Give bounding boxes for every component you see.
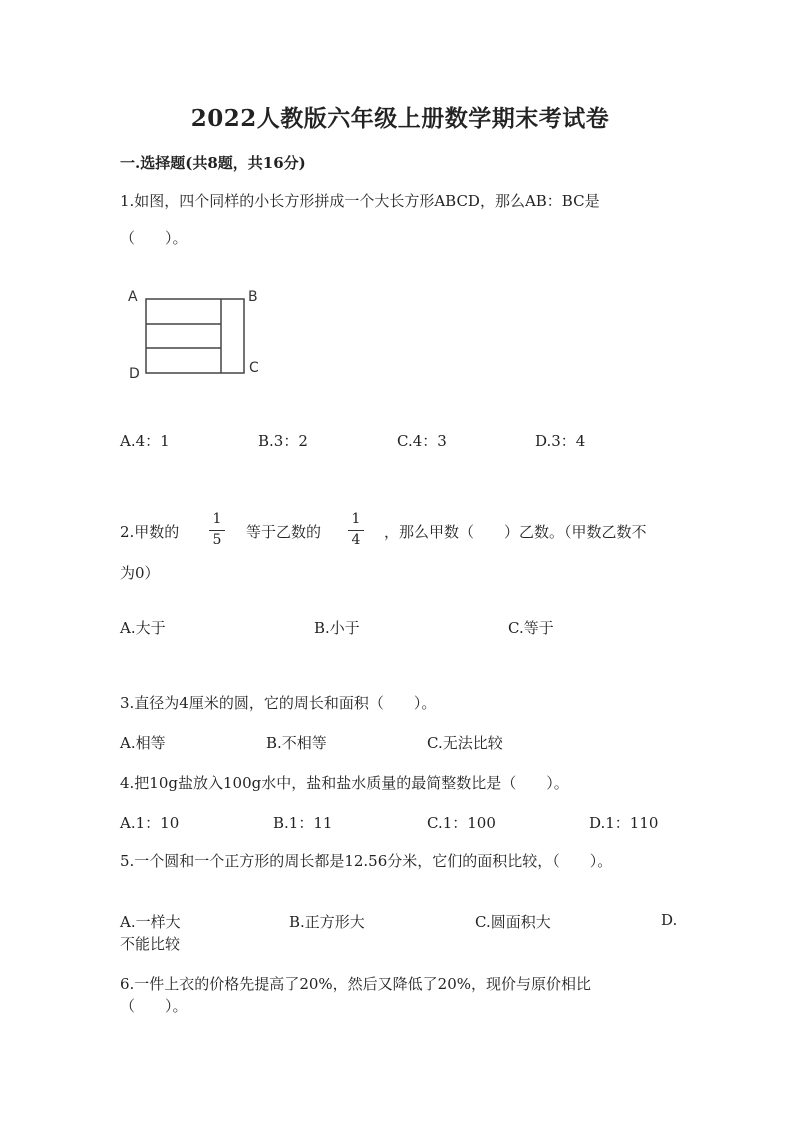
- q2-suffix: ，那么甲数（ ）乙数。（甲数乙数不: [384, 523, 647, 541]
- label-a: A: [128, 289, 138, 305]
- q6-text: 6.一件上衣的价格先提高了20%，然后又降低了20%，现价与原价相比: [120, 975, 591, 993]
- q2-fraction-1-numerator: 1: [212, 511, 222, 527]
- q5-option-d-text: 不能比较: [120, 935, 181, 953]
- q2-option-b: B.小于: [314, 619, 360, 637]
- q2-option-a: A.大于: [120, 619, 166, 637]
- label-d: D: [129, 366, 140, 382]
- q5-text: 5.一个圆和一个正方形的周长都是12.56分米，它们的面积比较，（ ）。: [120, 852, 613, 870]
- q1-text-blank: （ ）。: [120, 229, 188, 247]
- q3-option-c: C.无法比较: [427, 734, 503, 752]
- q1-option-d: D.3：4: [535, 432, 586, 450]
- q1-option-a: A.4：1: [120, 432, 170, 450]
- q4-option-d: D.1：110: [589, 814, 659, 832]
- big-rectangle: [146, 299, 244, 373]
- q2-fraction-2-denominator: 4: [351, 532, 361, 548]
- q2-prefix: 2.甲数的: [120, 523, 180, 541]
- q2-middle: 等于乙数的: [246, 523, 322, 541]
- q6-text-blank: （ ）。: [120, 997, 188, 1015]
- q3-text: 3.直径为4厘米的圆，它的周长和面积（ ）。: [120, 694, 437, 712]
- q2-fraction-2-numerator: 1: [351, 511, 361, 527]
- q2-fraction-1: [209, 511, 225, 550]
- fraction-bar: [209, 530, 225, 531]
- q4-text: 4.把10g盐放入100g水中，盐和盐水质量的最简整数比是（ ）。: [120, 774, 569, 792]
- exam-title: 2022人教版六年级上册数学期末考试卷: [190, 105, 610, 132]
- q4-option-c: C.1：100: [427, 814, 496, 832]
- q1-rectangle-figure: [120, 282, 280, 387]
- q1-text: 1.如图，四个同样的小长方形拼成一个大长方形ABCD，那么AB：BC是: [120, 192, 600, 210]
- q4-option-b: B.1：11: [273, 814, 333, 832]
- q1-option-b: B.3：2: [258, 432, 308, 450]
- q5-option-a: A.一样大: [120, 913, 181, 931]
- q5-option-b: B.正方形大: [289, 913, 365, 931]
- q4-option-a: A.1：10: [120, 814, 180, 832]
- q5-option-d-label: D.: [661, 911, 678, 929]
- section-heading: 一.选择题(共8题，共16分): [120, 154, 306, 172]
- q2-option-c: C.等于: [508, 619, 554, 637]
- q3-option-a: A.相等: [120, 734, 166, 752]
- label-b: B: [248, 289, 258, 305]
- q2-fraction-2: [348, 511, 364, 550]
- q1-option-c: C.4：3: [397, 432, 447, 450]
- q2-fraction-1-denominator: 5: [212, 532, 222, 548]
- q2-text-line2: 为0）: [120, 564, 160, 582]
- fraction-bar: [348, 530, 364, 531]
- q5-option-c: C.圆面积大: [475, 913, 551, 931]
- q3-option-b: B.不相等: [266, 734, 327, 752]
- label-c: C: [249, 360, 259, 376]
